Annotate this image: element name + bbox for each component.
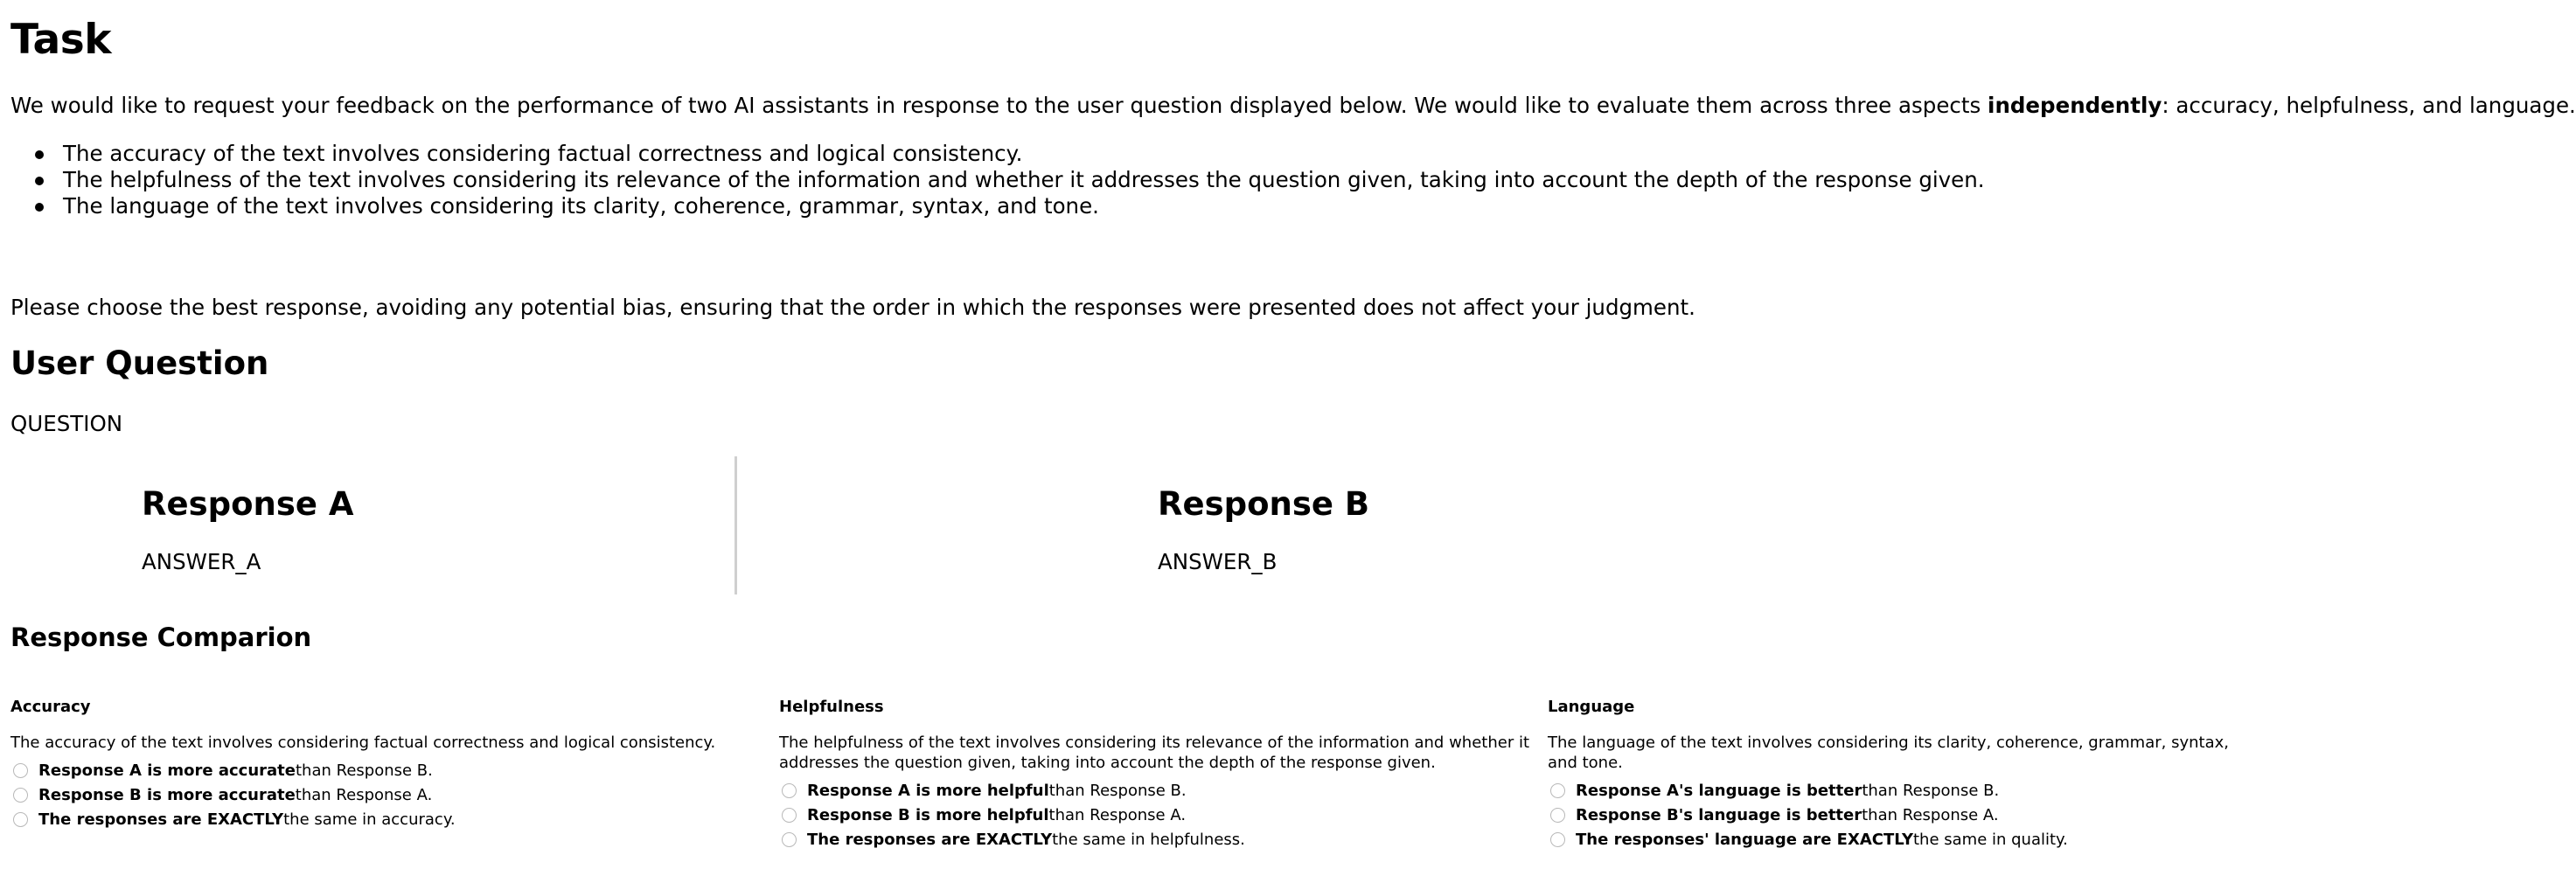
option-bold: Response B is more helpful [807, 805, 1049, 824]
user-question-text: QUESTION [10, 411, 123, 436]
intro-prefix: We would like to request your feedback on the performance of two AI assistants in response to the user question displayed below. We would like to evaluate them across three aspects [10, 93, 1988, 118]
accuracy-description: The accuracy of the text involves considering factual correctness and logical consistency. [10, 733, 716, 752]
intro-bold: independently [1988, 93, 2162, 118]
task-instruction: Please choose the best response, avoiding any potential bias, ensuring that the order in which the responses were presented does not affect your judgment. [10, 295, 1695, 320]
helpfulness-description: The helpfulness of the text involves considering its relevance of the information and whether it addresses the question given, taking into account the depth of the response given. [779, 733, 1529, 772]
helpfulness-column [779, 696, 1540, 852]
option-rest: the same in helpfulness. [1052, 830, 1245, 849]
language-column [1548, 696, 2256, 852]
accuracy-column [10, 696, 762, 831]
intro-suffix: : accuracy, helpfulness, and language. [2162, 93, 2576, 118]
option-rest: than Response A. [295, 785, 433, 804]
option-rest: than Response A. [1048, 805, 1187, 824]
aspect-bullet-list [35, 141, 1985, 219]
option-bold: Response A's language is better [1576, 781, 1862, 800]
radio-button[interactable] [1550, 783, 1565, 798]
response-b-heading: Response B [1158, 485, 1370, 523]
response-a-heading: Response A [142, 485, 354, 523]
option-bold: The responses' language are EXACTLY [1576, 830, 1913, 849]
bullet-language: The language of the text involves considering its clarity, coherence, grammar, syntax, and tone. [35, 193, 1985, 219]
user-question-heading: User Question [10, 344, 269, 382]
response-a-text: ANSWER_A [142, 549, 261, 574]
option-rest: than Response B. [1048, 781, 1187, 800]
option-bold: Response A is more helpful [807, 781, 1049, 800]
radio-button[interactable] [782, 808, 797, 823]
accuracy-title: Accuracy [10, 698, 91, 716]
radio-button[interactable] [782, 783, 797, 798]
language-option-same[interactable] [1548, 827, 2256, 852]
option-bold: Response A is more accurate [38, 761, 296, 780]
option-bold: The responses are EXACTLY [38, 810, 284, 829]
bullet-accuracy: The accuracy of the text involves considering factual correctness and logical consistency. [35, 141, 1985, 167]
comparison-heading: Response Comparion [10, 622, 312, 652]
radio-button[interactable] [782, 832, 797, 847]
language-title: Language [1548, 698, 1635, 716]
option-bold: The responses are EXACTLY [807, 830, 1053, 849]
option-bold: Response B is more accurate [38, 785, 296, 804]
radio-button[interactable] [13, 812, 28, 827]
radio-button[interactable] [13, 763, 28, 778]
helpfulness-option-b[interactable] [779, 803, 1540, 827]
option-rest: than Response A. [1862, 805, 1999, 824]
task-intro [10, 93, 2576, 118]
bullet-helpfulness: The helpfulness of the text involves considering its relevance of the information and whether it addresses the question given, taking into account the depth of the response given. [35, 167, 1985, 193]
option-bold: Response B's language is better [1576, 805, 1862, 824]
language-description: The language of the text involves considering its clarity, coherence, grammar, syntax, and tone. [1548, 733, 2229, 772]
option-rest: the same in quality. [1912, 830, 2068, 849]
helpfulness-option-same[interactable] [779, 827, 1540, 852]
radio-button[interactable] [13, 788, 28, 803]
radio-button[interactable] [1550, 832, 1565, 847]
language-option-b[interactable] [1548, 803, 2256, 827]
option-rest: than Response B. [296, 761, 433, 780]
accuracy-option-a[interactable] [10, 758, 762, 782]
response-divider [735, 456, 737, 594]
option-rest: the same in accuracy. [283, 810, 456, 829]
accuracy-option-b[interactable] [10, 782, 762, 807]
response-b-text: ANSWER_B [1158, 549, 1278, 574]
language-option-a[interactable] [1548, 778, 2256, 803]
accuracy-option-same[interactable] [10, 807, 762, 831]
task-title: Task [10, 16, 111, 64]
helpfulness-title: Helpfulness [779, 698, 884, 716]
helpfulness-option-a[interactable] [779, 778, 1540, 803]
radio-button[interactable] [1550, 808, 1565, 823]
option-rest: than Response B. [1862, 781, 2000, 800]
